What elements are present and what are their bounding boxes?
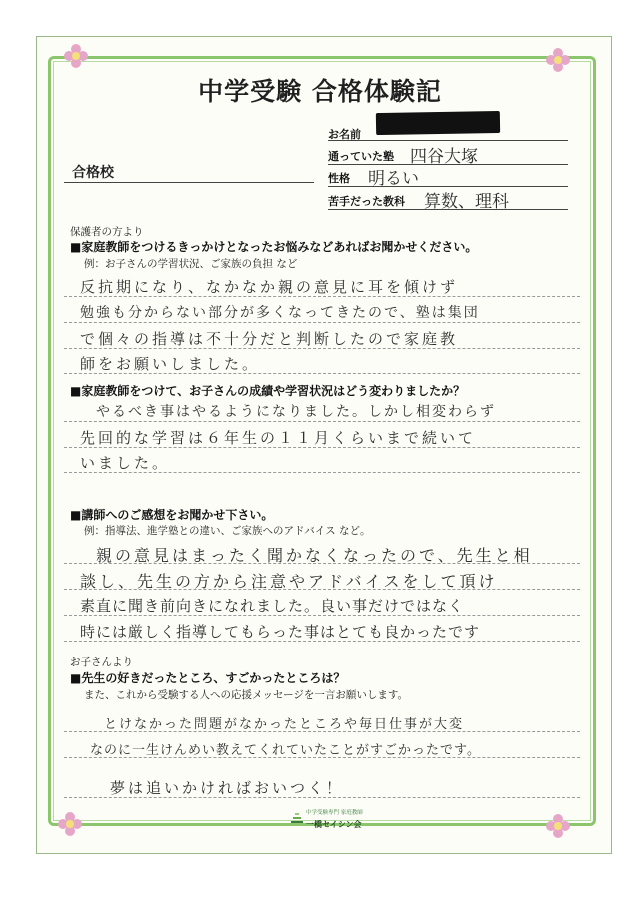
answer-1-line: 勉強も分からない部分が多くなってきたので、塾は集団: [80, 305, 480, 321]
answer-1-line: で個々の指導は不十分だと判断したので家庭教: [80, 330, 459, 348]
answer-line: [64, 322, 580, 323]
answer-3-line: 親の意見はまったく聞かなくなったので、先生と相: [96, 546, 533, 565]
flower-icon: [546, 48, 570, 72]
personality-value: 明るい: [368, 169, 419, 189]
answer-3-line: 談し、先生の方から注意やアドバイスをして頂け: [80, 572, 498, 591]
org-logo: [290, 808, 370, 844]
question-3: ■講師へのご感想をお聞かせ下さい。: [70, 508, 274, 522]
school-label: 合格校: [72, 165, 114, 181]
juku-underline: [328, 164, 568, 165]
redacted-name: [376, 111, 500, 135]
answer-3-line: 時には厳しく指導してもらった事はとても良かったです: [80, 623, 481, 641]
juku-label: 通っていた塾: [328, 150, 394, 163]
name-label: お名前: [328, 128, 361, 141]
child-heading: お子さんより: [70, 656, 133, 668]
personality-label: 性格: [328, 172, 350, 185]
answer-2-line: やるべき事はやるようになりました。しかし相変わらず: [96, 404, 496, 420]
weak-subject-value: 算数、理科: [424, 192, 509, 212]
question-4-sub: また、これから受験する人への応援メッセージを一言お願いします。: [84, 689, 409, 701]
parent-heading: 保護者の方より: [70, 226, 144, 238]
question-1: ■家庭教師をつけるきっかけとなったお悩みなどあればお聞かせください。: [70, 240, 478, 254]
answer-4-line: 夢は追いかければおいつく！: [110, 779, 345, 797]
answer-1-line: 師をお願いしました。: [80, 355, 261, 373]
org-logo-icon: [290, 812, 304, 826]
answer-1-line: 反抗期になり、なかなか親の意見に耳を傾けず: [80, 278, 459, 296]
answer-4-line: とけなかった問題がなかったところや毎日仕事が大変: [104, 717, 465, 732]
answer-line: [64, 421, 580, 422]
answer-2-line: いました。: [80, 454, 171, 472]
flower-icon: [546, 814, 570, 838]
school-underline: [64, 182, 314, 183]
question-2: ■家庭教師をつけて、お子さんの成績や学習状況はどう変わりましたか？: [70, 384, 466, 398]
question-4: ■先生の好きだったところ、すごかったところは？: [70, 671, 346, 685]
org-name: 一橋セイシン会: [306, 820, 362, 829]
page-title: 中学受験 合格体験記: [198, 77, 442, 106]
answer-4-line: なのに一生けんめい教えてくれていたことがすごかったです。: [90, 743, 481, 758]
answer-2-line: 先回的な学習は６年生の１１月くらいまで続いて: [80, 429, 477, 447]
juku-value: 四谷大塚: [410, 147, 478, 167]
question-3-example: 例：指導法、進学塾との違い、ご家族へのアドバイス など。: [84, 525, 371, 537]
weak-subject-underline: [328, 209, 568, 210]
question-1-example: 例：お子さんの学習状況、ご家族の負担 など: [84, 258, 298, 270]
answer-3-line: 素直に聞き前向きになれました。良い事だけではなく: [80, 597, 465, 615]
flower-icon: [64, 44, 88, 68]
org-subtitle: 中学受験専門 家庭教師: [306, 810, 363, 816]
flower-icon: [58, 812, 82, 836]
weak-subject-label: 苦手だった教科: [328, 195, 405, 208]
name-underline: [328, 140, 568, 141]
